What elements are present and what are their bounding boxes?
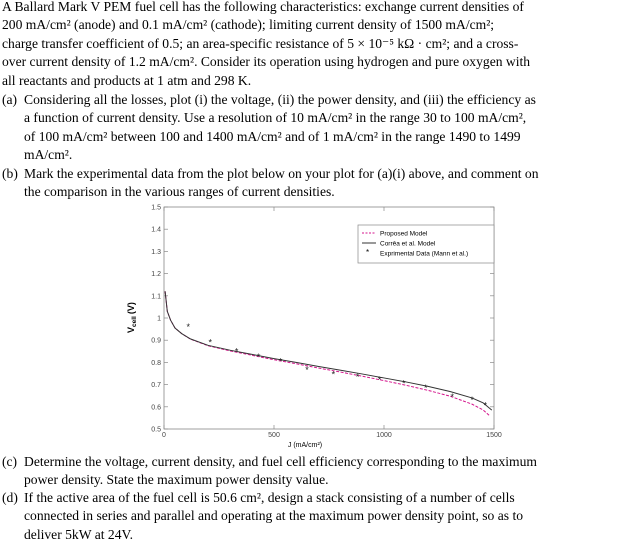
experimental-data-point: * <box>483 400 487 411</box>
x-tick-label: 0 <box>162 432 166 439</box>
experimental-data-point: * <box>256 351 261 362</box>
x-tick-label: 1000 <box>376 432 392 439</box>
y-tick-label: 1.2 <box>151 271 161 279</box>
series-layer <box>165 291 492 415</box>
y-tick-label: 1.5 <box>151 204 161 212</box>
legend-label-experimental: Exprimental Data (Mann et al.) <box>380 250 469 258</box>
experimental-data-point: * <box>450 391 454 402</box>
part-line: deliver 5kW at 24V. <box>24 526 133 542</box>
part-line: Determine the voltage, current density, and fuel cell efficiency corresponding to the maximum <box>24 454 537 469</box>
y-axis-label <box>126 302 138 333</box>
part-line: of 100 mA/cm² between 100 and 1400 mA/cm² and of 1 mA/cm² in the range 1490 to 1499 <box>24 128 521 144</box>
y-tick-label: 1.3 <box>151 248 161 256</box>
experimental-data-point: * <box>208 337 212 348</box>
experimental-data-point: * <box>355 371 360 382</box>
experimental-data-point: * <box>234 346 239 357</box>
intro-line: A Ballard Mark V PEM fuel cell has the following characteristics: exchange current densities of <box>2 0 524 14</box>
x-tick-label: 1500 <box>486 432 502 439</box>
experimental-data-point: * <box>278 356 283 367</box>
part-line: connected in series and parallel and operating at the maximum power density point, so as to <box>24 508 524 524</box>
proposed-model-line <box>165 291 490 415</box>
marker-layer <box>186 322 487 411</box>
y-tick-label: 0.8 <box>151 359 161 367</box>
part-label: (b) <box>2 166 18 181</box>
part-label: (c) <box>2 454 18 469</box>
part-line: Mark the experimental data from the plot below on your plot for (a)(i) above, and comment on <box>24 166 539 181</box>
part-line: a function of current density. Use a resolution of 10 mA/cm² in the range 30 to 100 mA/cm², <box>24 110 527 126</box>
part-d <box>2 489 614 544</box>
y-tick-label: 1 <box>157 315 161 323</box>
part-line: If the active area of the fuel cell is 50.6 cm², design a stack consisting of a number of cells <box>24 490 515 505</box>
intro-line: 200 mA/cm² (anode) and 0.1 mA/cm² (cathode); limiting current density of 1500 mA/cm²; <box>2 17 495 33</box>
legend-label-correa: Corrêa et al. Model <box>380 240 436 248</box>
y-tick-label: 0.5 <box>151 426 161 434</box>
y-tick-label: 1.1 <box>151 293 161 301</box>
experimental-data-point: * <box>424 382 428 393</box>
experimental-data-point: * <box>305 365 309 376</box>
part-b <box>2 165 614 202</box>
experimental-data-point: * <box>186 321 190 332</box>
legend-swatch-experimental: * <box>366 248 370 257</box>
part-c <box>2 453 614 490</box>
part-a <box>2 91 614 165</box>
part-line: the comparison in the various ranges of current densities. <box>24 184 335 200</box>
y-axis-label-unit: (V) <box>126 302 136 315</box>
experimental-data-point: * <box>377 375 382 386</box>
intro-line: charge transfer coefficient of 0.5; an area-specific resistance of 5 × 10⁻⁵ kΩ · cm²; and a cross- <box>2 35 519 51</box>
y-tick-label: 0.7 <box>151 382 161 390</box>
problem-intro <box>2 0 614 90</box>
experimental-data-point: * <box>470 395 474 406</box>
y-tick-label: 1.4 <box>151 226 161 234</box>
x-tick-label: 500 <box>268 432 280 439</box>
part-line: Considering all the losses, plot (i) the voltage, (ii) the power density, and (iii) the efficiency as <box>24 92 536 107</box>
part-label: (a) <box>2 92 18 107</box>
y-axis-label-main: V <box>126 326 136 333</box>
correa-model-line <box>165 291 492 410</box>
intro-line: all reactants and products at 1 atm and 298 K. <box>2 72 252 88</box>
legend <box>358 225 494 263</box>
x-axis-label: J (mA/cm²) <box>287 442 323 449</box>
part-line: power density. State the maximum power density value. <box>24 472 329 488</box>
y-tick-label: 0.6 <box>151 404 161 412</box>
part-label: (d) <box>2 490 18 505</box>
voltage-current-chart <box>120 203 510 451</box>
experimental-data-point: * <box>402 378 406 389</box>
experimental-data-point: * <box>331 369 336 380</box>
intro-line: over current density of 1.2 mA/cm². Consider its operation using hydrogen and pure oxygen with <box>2 54 531 70</box>
part-line: mA/cm². <box>24 147 73 163</box>
legend-label-proposed: Proposed Model <box>380 230 428 238</box>
y-tick-label: 0.9 <box>151 337 161 345</box>
y-axis-label-sub: cell <box>131 316 138 327</box>
